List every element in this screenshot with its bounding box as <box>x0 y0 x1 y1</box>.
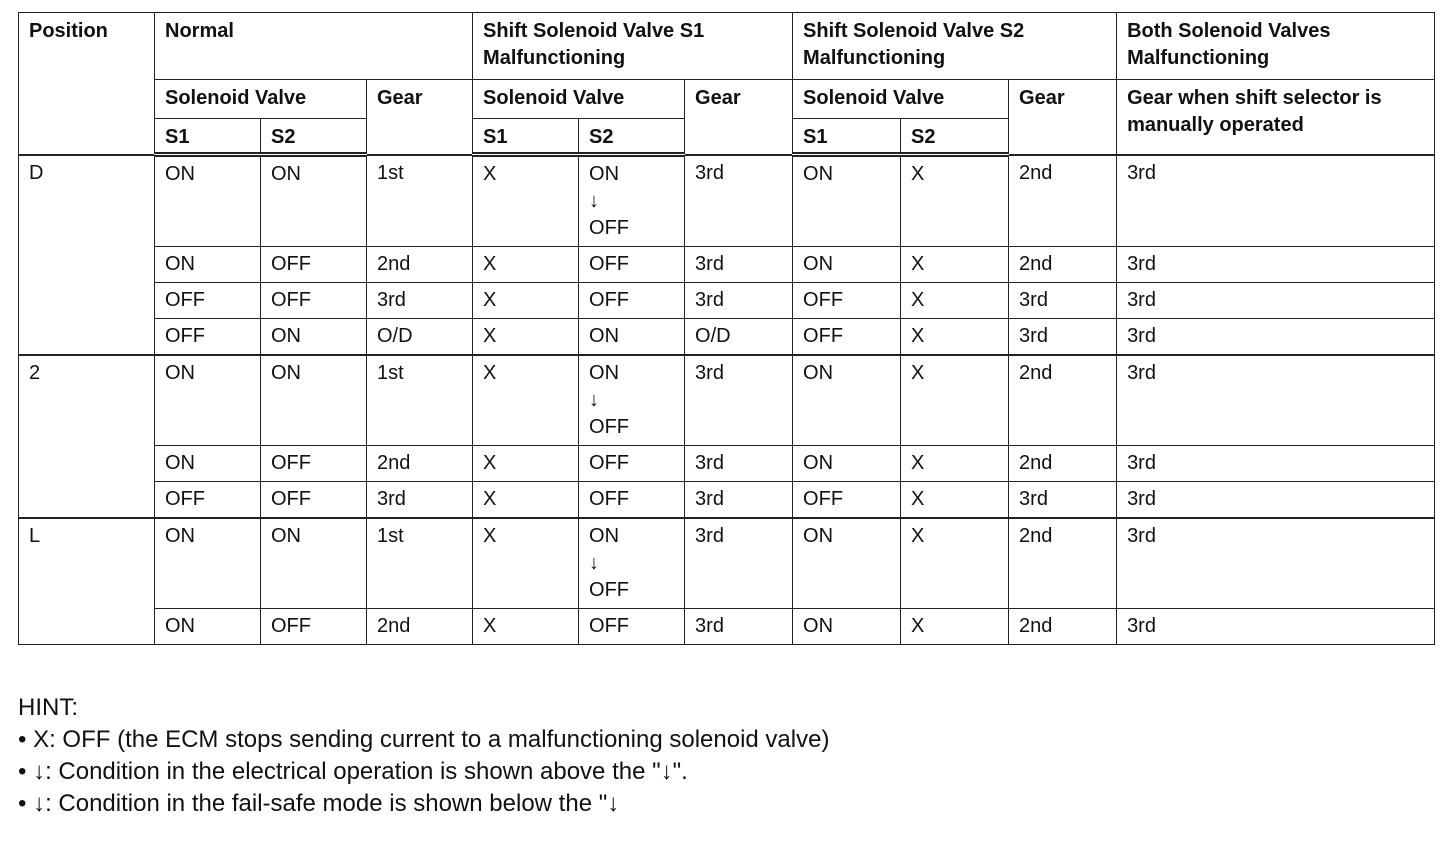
table-cell: 3rd <box>1117 319 1435 356</box>
table-cell: ON <box>155 518 261 609</box>
table-cell: X <box>473 319 579 356</box>
cell-line: ON <box>589 163 620 185</box>
table-cell: OFF <box>261 247 367 283</box>
table-cell: ON <box>793 518 901 609</box>
table-cell: OFF <box>155 283 261 319</box>
table-row <box>19 155 1435 247</box>
header-s2-malfunctioning: Shift Solenoid Valve S2 Malfunctioning <box>793 13 1117 80</box>
table-cell: 3rd <box>685 155 793 247</box>
table-cell: 3rd <box>685 482 793 519</box>
table-cell: ON <box>793 155 901 247</box>
table-cell: ON <box>579 319 685 356</box>
table-cell: 3rd <box>685 609 793 645</box>
table-cell: 1st <box>367 155 473 247</box>
table-cell: ON <box>793 609 901 645</box>
table-cell <box>579 155 685 247</box>
table-cell: 2nd <box>367 609 473 645</box>
table-cell: ON <box>155 247 261 283</box>
table-cell: OFF <box>579 609 685 645</box>
table-row <box>19 247 1435 283</box>
table-cell: 3rd <box>1117 283 1435 319</box>
table-cell: 3rd <box>1009 283 1117 319</box>
table-cell: 2nd <box>367 446 473 482</box>
position-cell: 2 <box>19 355 155 518</box>
table-row <box>19 283 1435 319</box>
table-cell: 3rd <box>685 446 793 482</box>
header-s1-gear: Gear <box>685 80 793 155</box>
table-cell: 3rd <box>685 283 793 319</box>
table-cell: 3rd <box>1117 609 1435 645</box>
table-cell: ON <box>261 319 367 356</box>
table-cell: OFF <box>155 319 261 356</box>
cell-line: ON <box>589 525 620 547</box>
table-cell <box>579 518 685 609</box>
table-cell: OFF <box>793 283 901 319</box>
table-cell: OFF <box>579 283 685 319</box>
hint-line: • ↓: Condition in the electrical operation is shown above the "↓". <box>18 758 688 785</box>
table-cell: ON <box>261 155 367 247</box>
down-arrow-icon: ↓ <box>589 552 600 574</box>
hint-line: • X: OFF (the ECM stops sending current to a malfunctioning solenoid valve) <box>18 726 830 753</box>
table-cell: ON <box>261 355 367 446</box>
table-cell: O/D <box>367 319 473 356</box>
table-cell: OFF <box>793 319 901 356</box>
down-arrow-icon: ↓ <box>589 389 600 411</box>
table-cell: OFF <box>579 247 685 283</box>
table-cell: 1st <box>367 518 473 609</box>
header-normal-gear: Gear <box>367 80 473 155</box>
position-cell: D <box>19 155 155 356</box>
header-s1-solenoid-valve: Solenoid Valve <box>473 80 685 119</box>
header-s1malf-s2: S2 <box>579 119 685 155</box>
table-cell: ON <box>793 446 901 482</box>
table-cell: 2nd <box>1009 155 1117 247</box>
header-s2-gear: Gear <box>1009 80 1117 155</box>
table-cell: X <box>473 609 579 645</box>
header-normal: Normal <box>155 13 473 80</box>
table-cell: 2nd <box>1009 247 1117 283</box>
header-gear-manual: Gear when shift selector is manually operated <box>1117 80 1435 155</box>
table-cell: OFF <box>261 283 367 319</box>
table-cell: OFF <box>579 446 685 482</box>
table-cell: 1st <box>367 355 473 446</box>
table-row <box>19 319 1435 356</box>
table-cell: ON <box>793 247 901 283</box>
header-s2-solenoid-valve: Solenoid Valve <box>793 80 1009 119</box>
table-cell: ON <box>155 355 261 446</box>
table-header <box>19 13 1435 155</box>
table-cell: 2nd <box>1009 355 1117 446</box>
table-cell: 3rd <box>367 482 473 519</box>
table-cell: 3rd <box>1117 155 1435 247</box>
table-cell: OFF <box>261 609 367 645</box>
header-s2malf-s1: S1 <box>793 119 901 155</box>
table-cell: 2nd <box>1009 446 1117 482</box>
position-cell: L <box>19 518 155 645</box>
table-cell: X <box>901 355 1009 446</box>
table-cell <box>579 355 685 446</box>
table-cell: 3rd <box>1117 355 1435 446</box>
table-body <box>19 155 1435 645</box>
table-cell: X <box>473 283 579 319</box>
table-cell: 3rd <box>1117 518 1435 609</box>
header-both-malfunctioning: Both Solenoid Valves Malfunctioning <box>1117 13 1435 80</box>
header-s1malf-s1: S1 <box>473 119 579 155</box>
table-cell: OFF <box>579 482 685 519</box>
table-cell: 3rd <box>1009 319 1117 356</box>
header-normal-s2: S2 <box>261 119 367 155</box>
table-cell: X <box>901 283 1009 319</box>
table-cell: X <box>901 482 1009 519</box>
table-cell: OFF <box>261 482 367 519</box>
table-row <box>19 518 1435 609</box>
table-row <box>19 482 1435 519</box>
table-row <box>19 609 1435 645</box>
header-s1-malfunctioning: Shift Solenoid Valve S1 Malfunctioning <box>473 13 793 80</box>
table-cell: OFF <box>155 482 261 519</box>
table-cell: X <box>473 518 579 609</box>
table-cell: ON <box>155 609 261 645</box>
table-cell: 2nd <box>1009 518 1117 609</box>
table-cell: X <box>473 482 579 519</box>
solenoid-valve-table-container <box>18 12 1435 645</box>
table-cell: 3rd <box>367 283 473 319</box>
table-cell: X <box>473 155 579 247</box>
header-s2malf-s2: S2 <box>901 119 1009 155</box>
table-cell: ON <box>155 155 261 247</box>
table-cell: X <box>473 446 579 482</box>
table-cell: 3rd <box>1009 482 1117 519</box>
table-cell: ON <box>261 518 367 609</box>
table-cell: ON <box>155 446 261 482</box>
table-cell: 3rd <box>685 247 793 283</box>
table-cell: OFF <box>261 446 367 482</box>
cell-line: OFF <box>589 416 630 438</box>
header-position: Position <box>19 13 155 155</box>
cell-line: OFF <box>589 217 630 239</box>
table-cell: X <box>473 247 579 283</box>
table-cell: X <box>901 319 1009 356</box>
table-cell: X <box>901 609 1009 645</box>
table-cell: X <box>901 155 1009 247</box>
table-cell: 3rd <box>685 355 793 446</box>
cell-line: OFF <box>589 579 630 601</box>
table-cell: 3rd <box>1117 482 1435 519</box>
table-cell: OFF <box>793 482 901 519</box>
header-normal-solenoid-valve: Solenoid Valve <box>155 80 367 119</box>
table-cell: 3rd <box>685 518 793 609</box>
cell-line: ON <box>589 362 620 384</box>
solenoid-valve-table <box>18 12 1435 645</box>
table-row <box>19 446 1435 482</box>
table-cell: X <box>901 518 1009 609</box>
table-cell: 3rd <box>1117 446 1435 482</box>
hint-title: HINT: <box>18 694 78 721</box>
table-row <box>19 355 1435 446</box>
table-cell: ON <box>793 355 901 446</box>
down-arrow-icon: ↓ <box>589 190 600 212</box>
header-normal-s1: S1 <box>155 119 261 155</box>
table-cell: X <box>901 446 1009 482</box>
table-cell: X <box>901 247 1009 283</box>
hint-line: • ↓: Condition in the fail-safe mode is shown below the "↓ <box>18 790 620 817</box>
table-cell: 2nd <box>367 247 473 283</box>
table-cell: 3rd <box>1117 247 1435 283</box>
table-cell: 2nd <box>1009 609 1117 645</box>
hint-section <box>18 692 829 820</box>
table-cell: X <box>473 355 579 446</box>
table-cell: O/D <box>685 319 793 356</box>
